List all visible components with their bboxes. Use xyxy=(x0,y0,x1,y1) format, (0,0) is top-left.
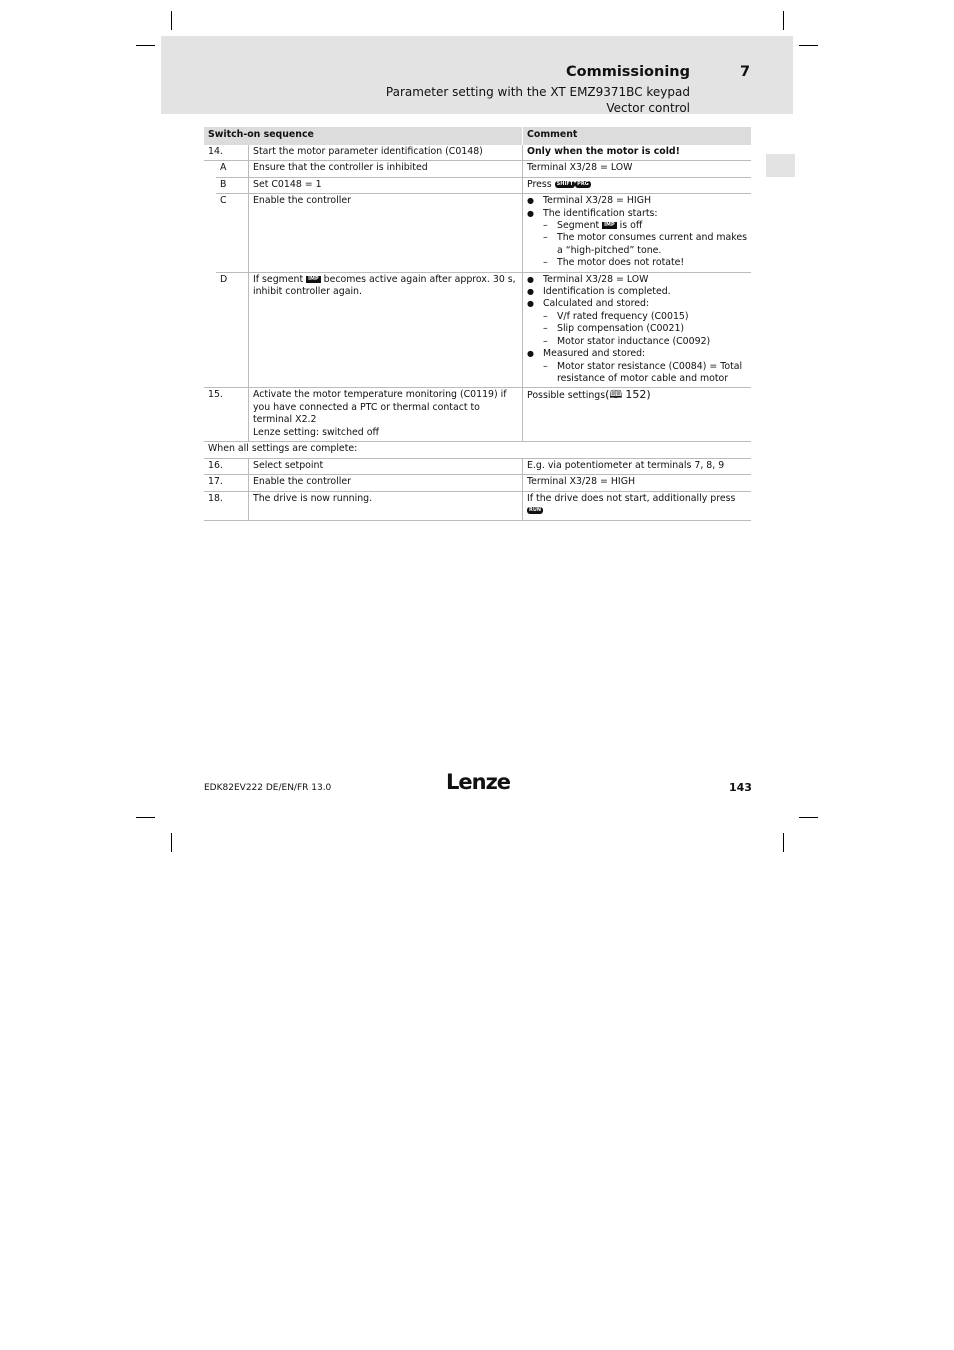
column-header-comment: Comment xyxy=(522,127,751,145)
column-header-sequence: Switch-on sequence xyxy=(208,129,314,140)
run-key-icon: RUN xyxy=(529,507,542,514)
crop-mark xyxy=(783,11,784,30)
header-band xyxy=(161,36,793,114)
step-number: 17. xyxy=(208,476,223,488)
substep-label: B xyxy=(220,178,227,190)
step-text: Enable the controller xyxy=(248,475,522,490)
table-row xyxy=(204,145,751,161)
step-comment: Terminal X3/28 = HIGH xyxy=(522,475,751,490)
bullet-item: ● Identification is completed. xyxy=(527,286,747,298)
step-comment: Terminal X3/28 = LOW xyxy=(522,161,751,176)
imp-segment-icon: IMP xyxy=(604,222,615,229)
crop-mark xyxy=(171,833,172,852)
dash-item: – Motor stator inductance (C0092) xyxy=(543,336,747,348)
table-row xyxy=(204,388,751,442)
dash-item: – The motor consumes current and makes a “high-pitched” tone. xyxy=(543,232,747,257)
step-comment: Only when the motor is cold! xyxy=(522,145,751,160)
step-comment xyxy=(522,178,751,193)
dash-item: – Segment IMP is off xyxy=(543,220,747,232)
section-note: When all settings are complete: xyxy=(208,442,358,454)
dash-item: – V/f rated frequency (C0015) xyxy=(543,311,747,323)
crop-mark xyxy=(799,45,818,46)
chapter-side-tab xyxy=(766,154,795,177)
section-subtitle: Parameter setting with the XT EMZ9371BC keypad xyxy=(385,85,690,99)
bullet-item: ● The identification starts: – Segment IMP is off – The motor consumes current and makes a “high-pitched” tone. – The motor does not rotate! xyxy=(527,208,747,270)
substep-label: C xyxy=(220,195,227,207)
section-subtitle-2: Vector control xyxy=(606,101,690,115)
table-row xyxy=(204,178,751,194)
table-header xyxy=(204,127,751,145)
step-number: 18. xyxy=(208,492,223,504)
switch-on-table xyxy=(204,127,751,521)
step-text: The drive is now running. xyxy=(248,492,522,520)
page-reference[interactable]: 152) xyxy=(625,388,651,402)
shift-key-icon: SHIFT xyxy=(556,180,574,187)
dash-item: – The motor does not rotate! xyxy=(543,257,747,269)
comment-prefix: Press xyxy=(527,178,552,190)
dash-item: – Motor stator resistance (C0084) = Total resistance of motor cable and motor xyxy=(543,361,747,386)
lenze-logo: Lenze xyxy=(446,770,511,794)
step-text: Set C0148 = 1 xyxy=(248,178,522,193)
step-comment: Possible settings(🕮 152) xyxy=(522,388,751,441)
bullet-item: ● Measured and stored: – Motor stator resistance (C0084) = Total resistance of motor cable and motor xyxy=(527,348,747,385)
table-row xyxy=(204,442,751,459)
table-row xyxy=(204,492,751,521)
bullet-item: ● Terminal X3/28 = HIGH xyxy=(527,195,747,207)
bullet-item: ● Calculated and stored: – V/f rated frequency (C0015) – Slip compensation (C0021) – Motor stator inductance (C0092) xyxy=(527,298,747,348)
crop-mark xyxy=(783,833,784,852)
imp-segment-icon: IMP xyxy=(308,275,319,282)
book-reference-icon: 🕮 xyxy=(609,388,623,402)
step-text: Activate the motor temperature monitoring (C0119) if you have connected a PTC or thermal contact to terminal X2.2 Lenze setting: switched off xyxy=(248,388,522,441)
substep-label: A xyxy=(220,162,227,174)
substep-label: D xyxy=(220,273,228,285)
chapter-title: Commissioning xyxy=(566,64,690,80)
page-number: 143 xyxy=(729,781,752,794)
step-comment: E.g. via potentiometer at terminals 7, 8, 9 xyxy=(522,459,751,474)
step-comment xyxy=(522,273,751,388)
bullet-item: ● Terminal X3/28 = LOW xyxy=(527,274,747,286)
crop-mark xyxy=(136,817,155,818)
step-comment xyxy=(522,194,751,271)
crop-mark xyxy=(799,817,818,818)
step-number: 16. xyxy=(208,459,223,471)
step-text: Start the motor parameter identification (C0148) xyxy=(248,145,522,160)
prg-key-icon: PRG xyxy=(577,180,589,187)
crop-mark xyxy=(136,45,155,46)
table-row xyxy=(204,475,751,491)
step-text: Enable the controller xyxy=(248,194,522,271)
step-number: 14. xyxy=(208,146,223,157)
chapter-number: 7 xyxy=(740,64,751,80)
step-comment: If the drive does not start, additionally press RUN xyxy=(522,492,751,520)
step-text: Ensure that the controller is inhibited xyxy=(248,161,522,176)
step-text: Select setpoint xyxy=(248,459,522,474)
document-id: EDK82EV222 DE/EN/FR 13.0 xyxy=(204,783,332,793)
dash-item: – Slip compensation (C0021) xyxy=(543,323,747,335)
table-row xyxy=(204,273,751,389)
table-row xyxy=(204,161,751,177)
crop-mark xyxy=(171,11,172,30)
table-row xyxy=(204,459,751,475)
table-row xyxy=(204,194,751,272)
step-text: If segment IMP becomes active again after approx. 30 s, inhibit controller again. xyxy=(248,273,522,388)
step-number: 15. xyxy=(208,389,223,401)
